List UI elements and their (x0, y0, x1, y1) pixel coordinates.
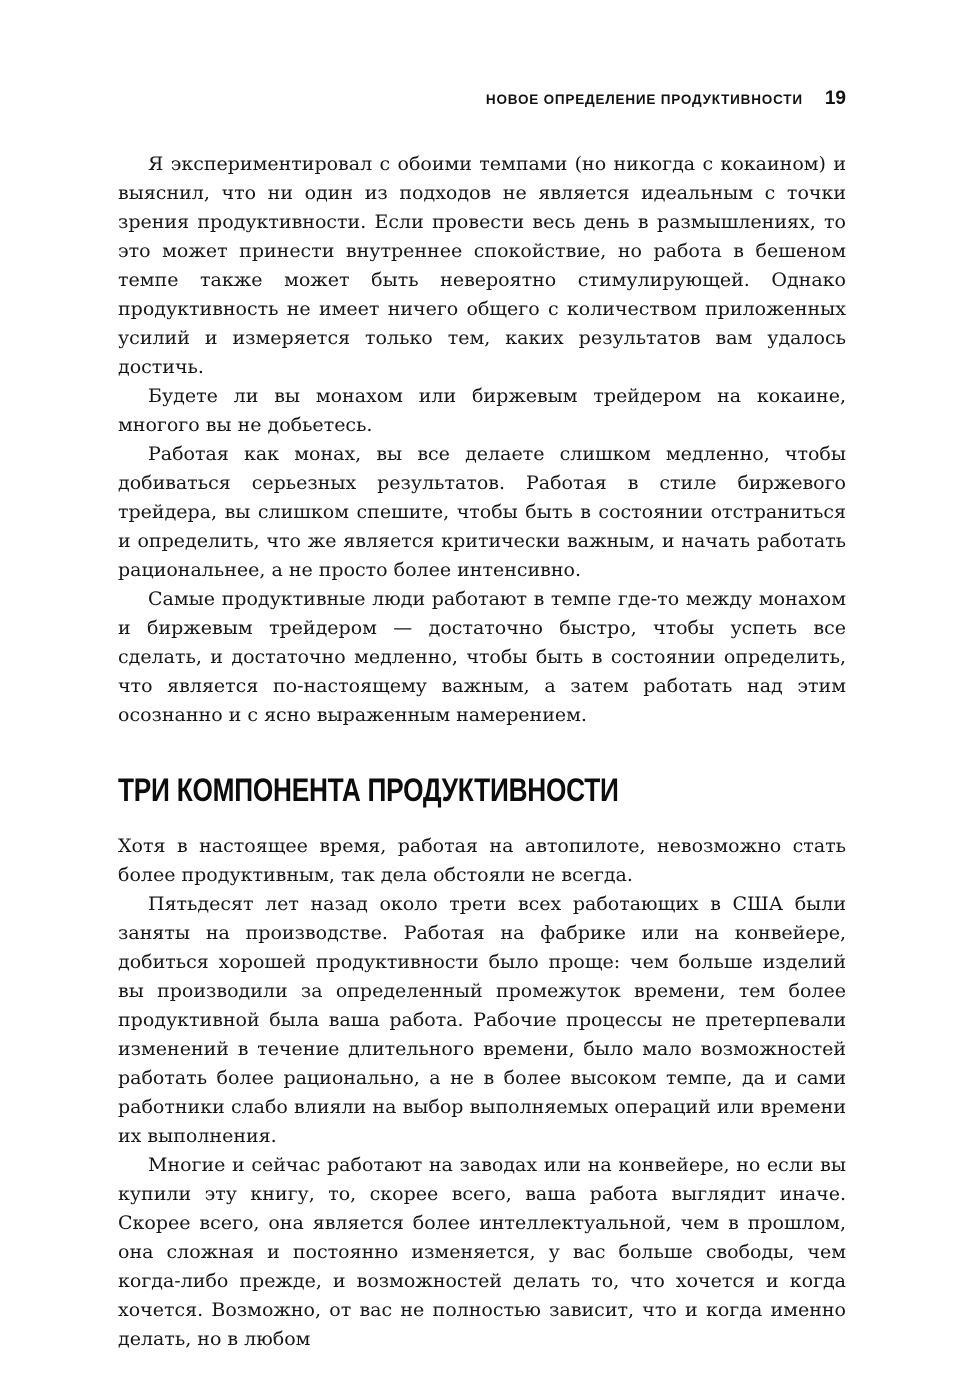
paragraph: Многие и сейчас работают на заводах или на конвейере, но если вы купили эту книгу, то, скорее всего, ваша работа выглядит иначе. Скорее всего, она является более интеллектуальной, чем в прошлом, она сложная и постоянно изменяется, у вас больше свободы, чем когда-либо прежде, и возможностей делать то, что хочется и когда хочется. Возможно, от вас не полностью зависит, что и когда именно делать, но в любом (118, 1154, 846, 1350)
paragraph: Самые продуктивные люди работают в темпе где-то между монахом и биржевым трейдером — достаточно быстро, чтобы успеть все сделать, и достаточно медленно, чтобы быть в состоянии определить, что является по-настоящему важным, а затем работать над этим осознанно и с ясно выраженным намерением. (118, 588, 846, 726)
text-block (118, 88, 846, 1354)
running-header (118, 88, 846, 110)
paragraph: Я экспериментировал с обоими темпами (но никогда с кокаином) и выяснил, что ни один из подходов не является идеальным с точки зрения продуктивности. Если провести весь день в размышлениях, то это может принести внутреннее спокойствие, но работа в бешеном темпе также может быть невероятно стимулирующей. Однако продуктивность не имеет ничего общего с количеством приложенных усилий и измеряется только тем, каких результатов вам удалось достичь. (118, 153, 846, 378)
paragraph: Хотя в настоящее время, работая на автопилоте, невозможно стать более продуктивным, так дела обстояли не всегда. (118, 835, 846, 886)
paragraph: Пятьдесят лет назад около трети всех работающих в США были заняты на производстве. Работая на фабрике или на конвейере, добиться хорошей продуктивности было проще: чем больше изделий вы производили за определенный промежуток времени, тем более продуктивной была ваша работа. Рабочие процессы не претерпевали изменений в течение длительного времени, было мало возможностей работать более рационально, а не в более высоком темпе, да и сами работники слабо влияли на выбор выполняемых операций или времени их выполнения. (118, 893, 846, 1147)
page-number: 19 (824, 88, 846, 109)
body-text (118, 150, 846, 1354)
paragraph: Будете ли вы монахом или биржевым трейдером на кокаине, многого вы не добьетесь. (118, 385, 846, 436)
section-heading: ТРИ КОМПОНЕНТА ПРОДУКТИВНОСТИ (118, 772, 619, 808)
running-header-title: НОВОЕ ОПРЕДЕЛЕНИЕ ПРОДУКТИВНОСТИ (485, 92, 803, 107)
paragraph: Работая как монах, вы все делаете слишком медленно, чтобы добиваться серьезных результатов. Работая в стиле биржевого трейдера, вы слишком спешите, чтобы быть в состоянии отстраниться и определить, что же является критически важным, и начать работать рациональнее, а не просто более интенсивно. (118, 443, 846, 581)
